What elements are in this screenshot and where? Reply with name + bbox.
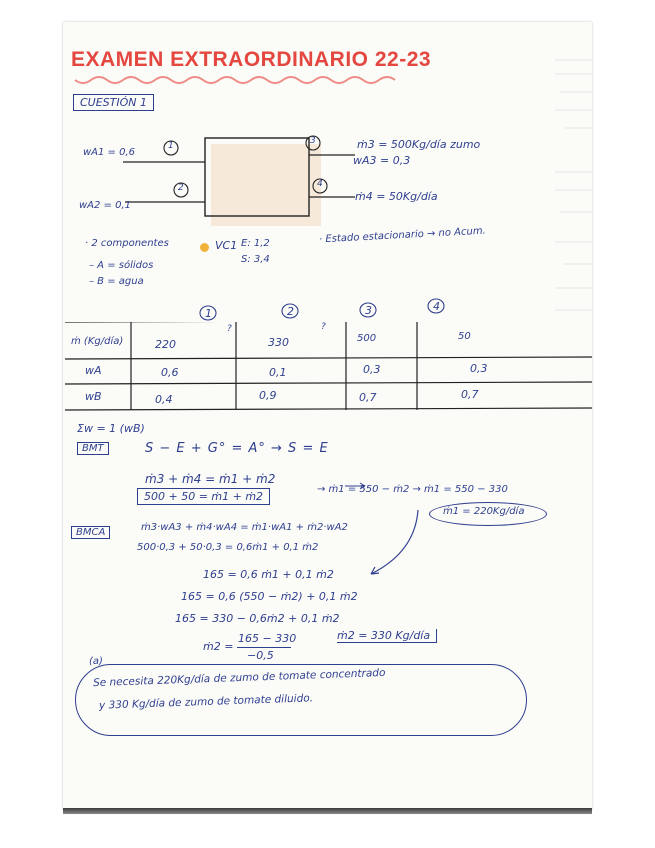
- stream-1-number: 1: [168, 141, 174, 151]
- col-2-header: 2: [287, 305, 294, 318]
- component-balance-1: ṁ3·wA3 + ṁ4·wA4 = ṁ1·wA1 + ṁ2·wA2: [141, 522, 348, 533]
- row-mass-v3: 500: [357, 333, 377, 344]
- row-mass-v2: 330: [268, 336, 289, 349]
- bmt-equation: S − E + G° = A° → S = E: [145, 441, 329, 456]
- row-wa-v4: 0,3: [470, 362, 488, 375]
- stream-2-number: 2: [178, 183, 184, 193]
- mass-balance-2: 500 + 50 = ṁ1 + ṁ2: [137, 488, 270, 505]
- col-1-header: 1: [205, 307, 212, 320]
- m4-label: ṁ4 = 50Kg/día: [355, 190, 438, 203]
- mass-balance-2-solve: → ṁ1 = 550 − ṁ2 → ṁ1 = 550 − 330: [317, 484, 508, 495]
- wa2-label: wA2 = 0,1: [79, 200, 132, 211]
- bmt-label: BMT: [77, 442, 109, 455]
- component-balance-4: 165 = 0,6 (550 − ṁ2) + 0,1 ṁ2: [181, 590, 358, 603]
- row-wb-v4: 0,7: [461, 388, 479, 401]
- exam-title: EXAMEN EXTRAORDINARIO 22-23: [71, 48, 432, 71]
- row-wa-v2: 0,1: [269, 366, 287, 379]
- component-a-note: – A = sólidos: [89, 260, 154, 271]
- question-label: CUESTIÓN 1: [73, 94, 154, 111]
- component-balance-2: 500·0,3 + 50·0,3 = 0,6ṁ1 + 0,1 ṁ2: [137, 542, 319, 553]
- result-1: ṁ1 = 220Kg/día: [443, 506, 525, 517]
- wa1-label: wA1 = 0,6: [83, 147, 136, 158]
- solve-m2-lhs: ṁ2 =: [203, 640, 234, 653]
- result-2: ṁ2 = 330 Kg/día: [337, 629, 437, 643]
- col-3-header: 3: [365, 304, 372, 317]
- page-bottom-edge: [63, 808, 592, 814]
- wa3-label: wA3 = 0,3: [353, 154, 411, 167]
- col-4-header: 4: [433, 300, 440, 313]
- part-label: (a): [89, 656, 103, 667]
- row-wa-v1: 0,6: [161, 366, 179, 379]
- answer-line-2: y 330 Kg/día de zumo de tomate diluido.: [98, 692, 314, 712]
- answer-line-1: Se necesita 220Kg/día de zumo de tomate concentrado: [92, 666, 386, 690]
- mass-balance-1: ṁ3 + ṁ4 = ṁ1 + ṁ2: [145, 472, 276, 486]
- row-mass-v4: 50: [458, 331, 471, 342]
- row-wa-v3: 0,3: [363, 363, 381, 376]
- component-balance-5: 165 = 330 − 0,6ṁ2 + 0,1 ṁ2: [175, 612, 340, 625]
- vc-label: VC1: [215, 239, 238, 252]
- vc-inputs: E: 1,2: [241, 238, 270, 249]
- row-wb-v3: 0,7: [359, 391, 377, 404]
- solve-m2-denominator: −0,5: [247, 649, 274, 662]
- vc-outputs: S: 3,4: [241, 254, 270, 265]
- component-balance-3: 165 = 0,6 ṁ1 + 0,1 ṁ2: [203, 568, 334, 581]
- components-note: · 2 componentes: [85, 238, 169, 249]
- steady-state-note: · Estado estacionario → no Acum.: [318, 225, 487, 246]
- row-wb-v2: 0,9: [259, 389, 277, 402]
- stream-4-number: 4: [317, 179, 323, 189]
- row-mass-m1: ?: [227, 324, 232, 334]
- notebook-page: [63, 22, 592, 810]
- sum-note: Σw = 1 (wB): [77, 422, 145, 435]
- row-wa-label: wA: [85, 364, 102, 377]
- bmca-label: BMCA: [71, 526, 110, 539]
- m3-label: ṁ3 = 500Kg/día zumo: [357, 138, 481, 151]
- row-mass-v1: 220: [155, 338, 176, 351]
- solve-m2-numerator: 165 − 330: [238, 632, 297, 645]
- row-mass-m2: ?: [321, 322, 326, 332]
- row-wb-v1: 0,4: [155, 393, 173, 406]
- stream-3-number: 3: [310, 136, 316, 146]
- component-b-note: – B = agua: [89, 276, 144, 287]
- row-wb-label: wB: [85, 390, 102, 403]
- row-mass-label: ṁ (Kg/día): [71, 336, 124, 347]
